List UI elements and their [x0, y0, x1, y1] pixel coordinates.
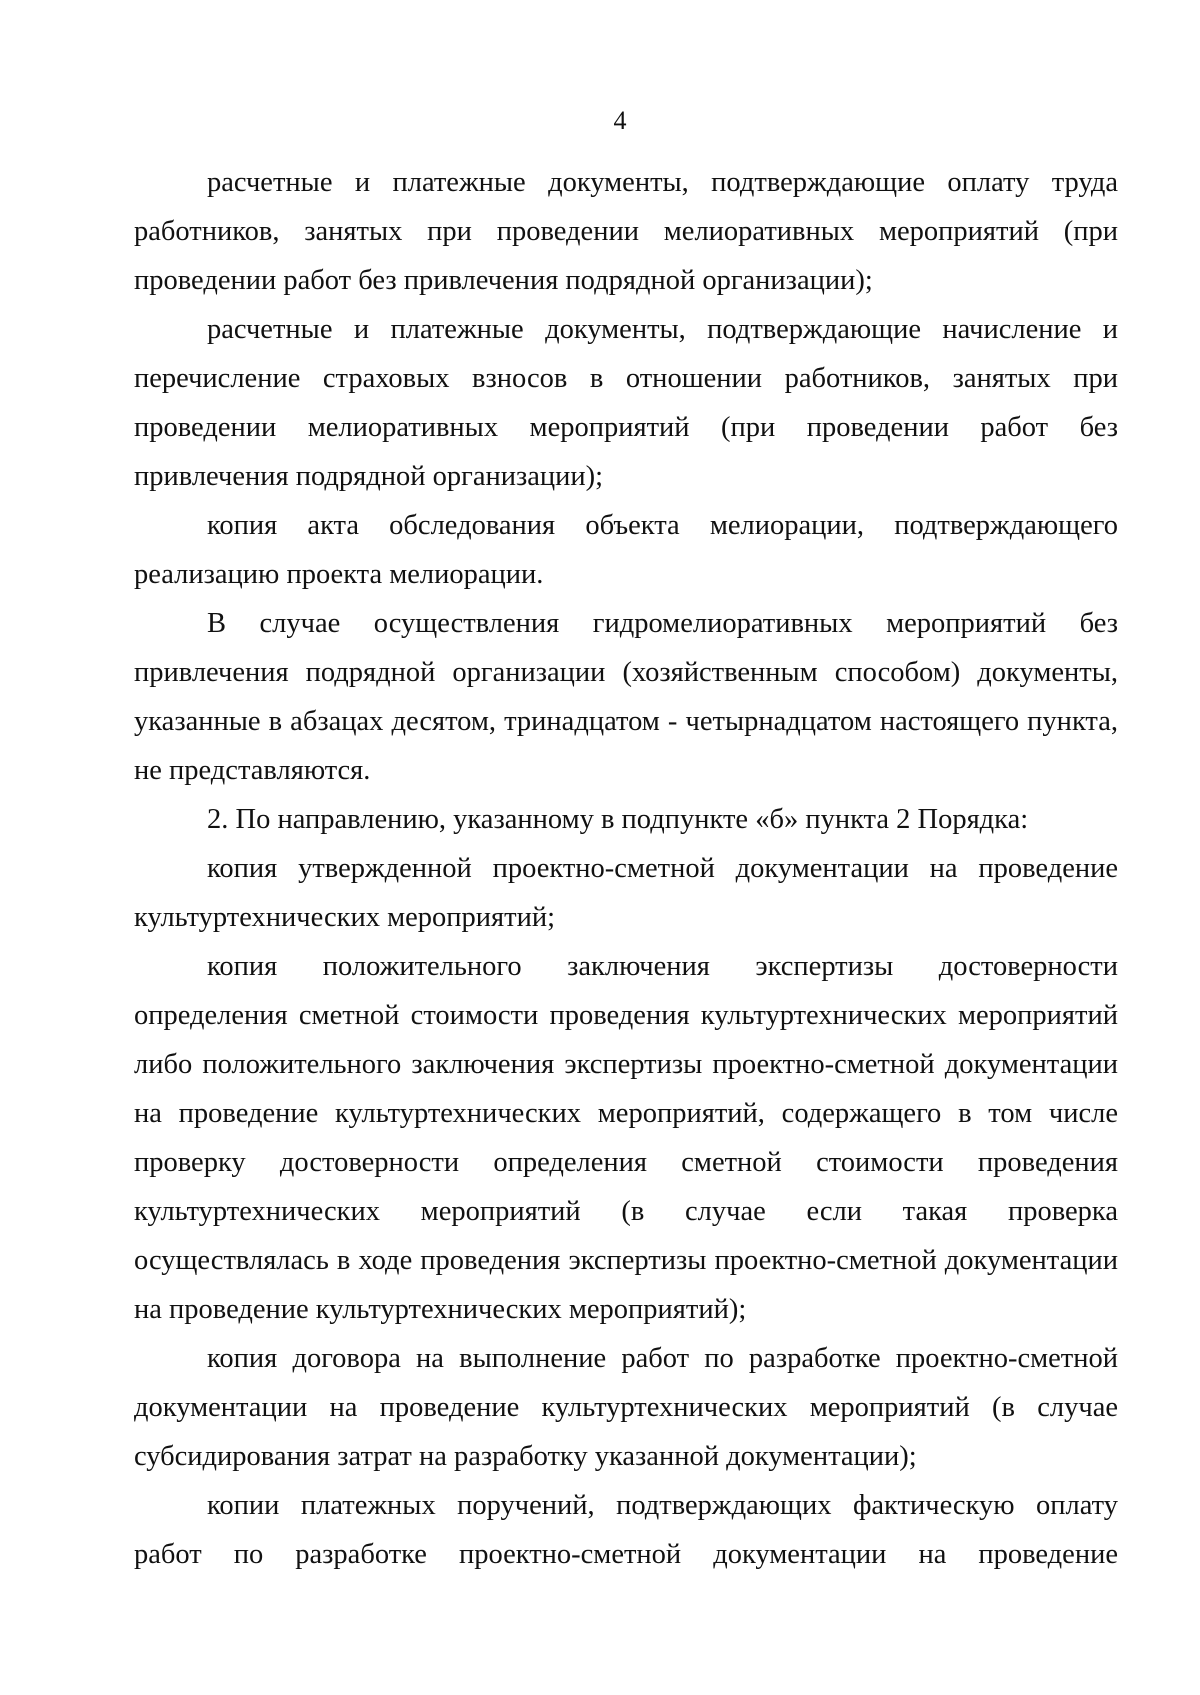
text-line: копия утвержденной проектно-сметной документации на проведение	[207, 853, 1118, 884]
text-line: проверку достоверности определения сметной стоимости проведения	[134, 1147, 1118, 1178]
paragraph	[134, 1334, 1118, 1481]
page-number: 4	[613, 106, 627, 135]
text-line: на проведение культуртехнических мероприятий);	[134, 1294, 747, 1325]
document-body	[134, 158, 1118, 1579]
paragraph	[134, 795, 1118, 844]
text-line: копия договора на выполнение работ по разработке проектно-сметной	[207, 1343, 1118, 1374]
text-line: В случае осуществления гидромелиоративных мероприятий без	[207, 608, 1118, 639]
text-line: проведении работ без привлечения подрядной организации);	[134, 265, 873, 296]
text-line: работников, занятых при проведении мелиоративных мероприятий (при	[134, 216, 1118, 247]
text-line: культуртехнических мероприятий (в случае если такая проверка	[134, 1196, 1118, 1227]
text-line: работ по разработке проектно-сметной документации на проведение	[134, 1539, 1118, 1570]
text-line: субсидирования затрат на разработку указанной документации);	[134, 1441, 917, 1472]
paragraph	[134, 501, 1118, 599]
text-line: расчетные и платежные документы, подтверждающие оплату труда	[207, 167, 1118, 198]
text-line: реализацию проекта мелиорации.	[134, 559, 544, 590]
text-line: расчетные и платежные документы, подтверждающие начисление и	[207, 314, 1118, 345]
text-line: документации на проведение культуртехнических мероприятий (в случае	[134, 1392, 1118, 1423]
text-line: 2. По направлению, указанному в подпункте «б» пункта 2 Порядка:	[207, 804, 1029, 835]
text-line: привлечения подрядной организации);	[134, 461, 604, 492]
text-line: проведении мелиоративных мероприятий (при проведении работ без	[134, 412, 1118, 443]
paragraph	[134, 158, 1118, 305]
text-line: копия положительного заключения экспертизы достоверности	[207, 951, 1118, 982]
text-line: перечисление страховых взносов в отношении работников, занятых при	[134, 363, 1118, 394]
text-line: копии платежных поручений, подтверждающих фактическую оплату	[207, 1490, 1118, 1521]
paragraph	[134, 942, 1118, 1334]
text-line: культуртехнических мероприятий;	[134, 902, 556, 933]
text-line: определения сметной стоимости проведения культуртехнических мероприятий	[134, 1000, 1118, 1031]
text-line: указанные в абзацах десятом, тринадцатом - четырнадцатом настоящего пункта,	[134, 706, 1118, 737]
text-line: либо положительного заключения экспертизы проектно-сметной документации	[134, 1049, 1118, 1080]
paragraph	[134, 305, 1118, 501]
text-line: не представляются.	[134, 755, 371, 786]
paragraph	[134, 1481, 1118, 1579]
text-line: привлечения подрядной организации (хозяйственным способом) документы,	[134, 657, 1118, 688]
text-line: копия акта обследования объекта мелиорации, подтверждающего	[207, 510, 1118, 541]
paragraph	[134, 844, 1118, 942]
paragraph	[134, 599, 1118, 795]
text-line: осуществлялась в ходе проведения экспертизы проектно-сметной документации	[134, 1245, 1118, 1276]
text-line: на проведение культуртехнических мероприятий, содержащего в том числе	[134, 1098, 1118, 1129]
